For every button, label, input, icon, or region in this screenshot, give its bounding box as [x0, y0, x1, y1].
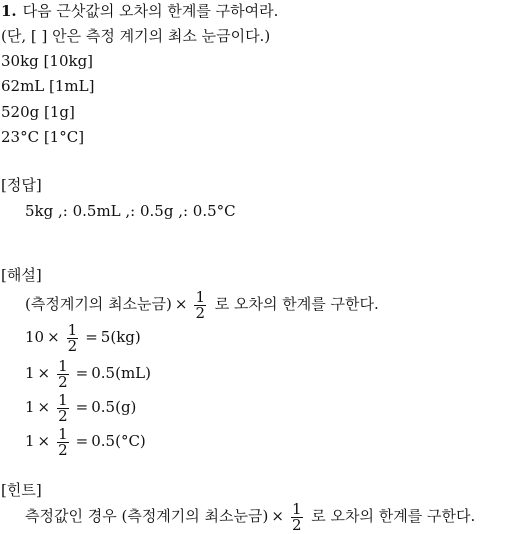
question-item-1: 30kg [10kg] — [1, 52, 94, 70]
calc-row — [25, 320, 141, 354]
times-symbol: × — [271, 507, 284, 525]
calc-result: 0.5(g) — [91, 398, 137, 416]
fraction-numerator: 1 — [195, 287, 206, 306]
question-item-2: 62mL [1mL] — [1, 77, 95, 95]
fraction-denominator: 2 — [67, 336, 78, 355]
equals-symbol: = — [75, 398, 89, 416]
question-item-4: 23°C [1°C] — [1, 128, 85, 146]
hint-heading: [힌트] — [1, 481, 42, 499]
fraction-denominator: 2 — [58, 440, 68, 459]
fraction-numerator: 1 — [58, 356, 68, 375]
rule-after-text: 로 오차의 한계를 구한다. — [214, 295, 379, 313]
hint-text — [25, 498, 475, 534]
half-fraction — [291, 499, 303, 534]
question-item-3: 520g [1g] — [1, 103, 75, 121]
fraction-denominator: 2 — [195, 303, 206, 322]
hint-text-after: 로 오차의 한계를 구한다. — [311, 507, 476, 525]
explanation-rule — [25, 286, 379, 322]
fraction-denominator: 2 — [291, 515, 302, 534]
calc-result: 0.5(°C) — [91, 432, 146, 450]
fraction-denominator: 2 — [58, 372, 68, 391]
answer-text: 5kg ,: 0.5mL ,: 0.5g ,: 0.5°C — [25, 202, 236, 220]
calc-factor: 1 — [25, 364, 35, 382]
calc-result: 5(kg) — [100, 328, 141, 346]
times-symbol: × — [174, 295, 188, 313]
rule-before-text: (측정계기의 최소눈금) — [25, 295, 172, 313]
fraction-denominator: 2 — [58, 406, 68, 425]
calc-result: 0.5(mL) — [91, 364, 151, 382]
equals-symbol: = — [75, 432, 89, 450]
half-fraction — [57, 390, 69, 425]
calc-factor: 1 — [25, 398, 35, 416]
times-symbol: × — [37, 398, 51, 416]
fraction-numerator: 1 — [67, 320, 78, 339]
half-fraction — [67, 320, 79, 355]
equals-symbol: = — [85, 328, 98, 346]
equals-symbol: = — [75, 364, 89, 382]
half-fraction — [57, 424, 69, 459]
hint-text-before: 측정값인 경우 (측정계기의 최소눈금) — [25, 507, 269, 525]
calc-factor: 1 — [25, 432, 35, 450]
calc-factor: 10 — [25, 328, 45, 346]
half-fraction — [57, 356, 69, 391]
calc-row — [25, 356, 151, 390]
question-prompt-line — [1, 2, 278, 20]
fraction-numerator: 1 — [58, 424, 68, 443]
question-note: (단, [ ] 안은 측정 계기의 최소 눈금이다.) — [1, 27, 271, 45]
question-number: 1. — [1, 2, 17, 20]
question-prompt: 다음 근삿값의 오차의 한계를 구하여라. — [22, 2, 279, 20]
answer-heading: [정답] — [1, 176, 42, 194]
half-fraction — [194, 287, 206, 322]
fraction-numerator: 1 — [58, 390, 68, 409]
times-symbol: × — [37, 432, 51, 450]
times-symbol: × — [47, 328, 60, 346]
times-symbol: × — [37, 364, 51, 382]
calc-row — [25, 424, 146, 458]
fraction-numerator: 1 — [291, 499, 302, 518]
explanation-heading: [해설] — [1, 266, 42, 284]
calc-row — [25, 390, 136, 424]
